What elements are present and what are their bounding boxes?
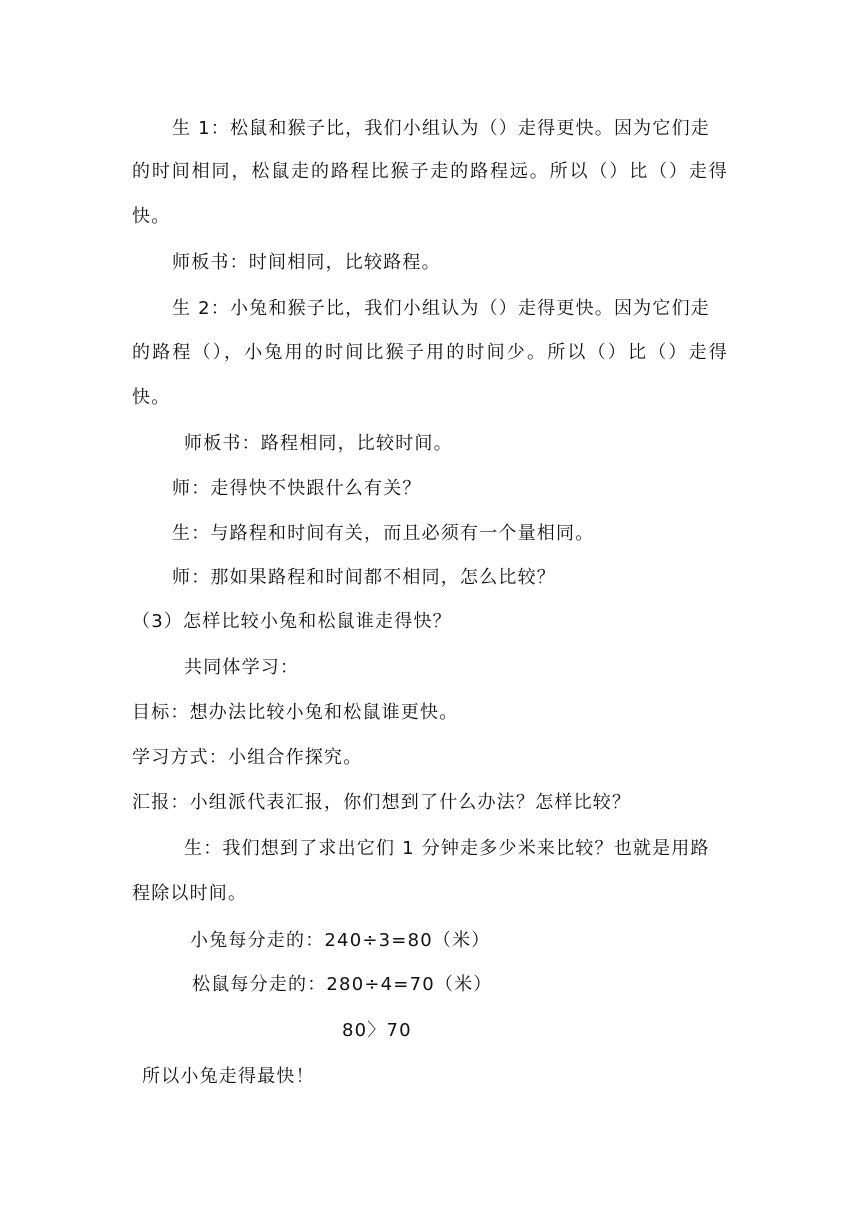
comparison-line: 80〉70 [342, 1020, 412, 1041]
conclusion-line: 所以小兔走得最快！ [142, 1066, 315, 1087]
paragraph-line: 学习方式：小组合作探究。 [132, 747, 363, 768]
paragraph-line: 的时间相同，松鼠走的路程比猴子走的路程远。所以（）比（）走得 [132, 161, 728, 182]
calculation-line: 小兔每分走的：240÷3=80（米） [190, 930, 491, 951]
paragraph-line: 快。 [132, 387, 171, 408]
paragraph-line: 程除以时间。 [132, 883, 248, 904]
paragraph-line: 师：走得快不快跟什么有关？ [172, 478, 422, 499]
paragraph-line: 生：与路程和时间有关，而且必须有一个量相同。 [172, 523, 595, 544]
paragraph-line: 目标：想办法比较小兔和松鼠谁更快。 [132, 702, 459, 723]
paragraph-line: 生：我们想到了求出它们 1 分钟走多少米来比较？也就是用路 [184, 838, 710, 859]
paragraph-line: 生 2：小兔和猴子比，我们小组认为（）走得更快。因为它们走 [172, 298, 710, 319]
paragraph-line: 生 1：松鼠和猴子比，我们小组认为（）走得更快。因为它们走 [172, 118, 710, 139]
paragraph-line: 师板书：时间相同，比较路程。 [172, 252, 441, 273]
paragraph-line: 汇报：小组派代表汇报，你们想到了什么办法？怎样比较？ [132, 792, 632, 813]
paragraph-line: 共同体学习： [184, 657, 300, 678]
paragraph-line: 师板书：路程相同，比较时间。 [184, 433, 453, 454]
paragraph-line: 师：那如果路程和时间都不相同，怎么比较？ [172, 567, 556, 588]
paragraph-line: 的路程（），小兔用的时间比猴子用的时间少。所以（）比（）走得 [132, 342, 728, 363]
section-heading: （3）怎样比较小兔和松鼠谁走得快？ [132, 611, 452, 632]
paragraph-line: 快。 [132, 206, 171, 227]
calculation-line: 松鼠每分走的：280÷4=70（米） [192, 974, 493, 995]
